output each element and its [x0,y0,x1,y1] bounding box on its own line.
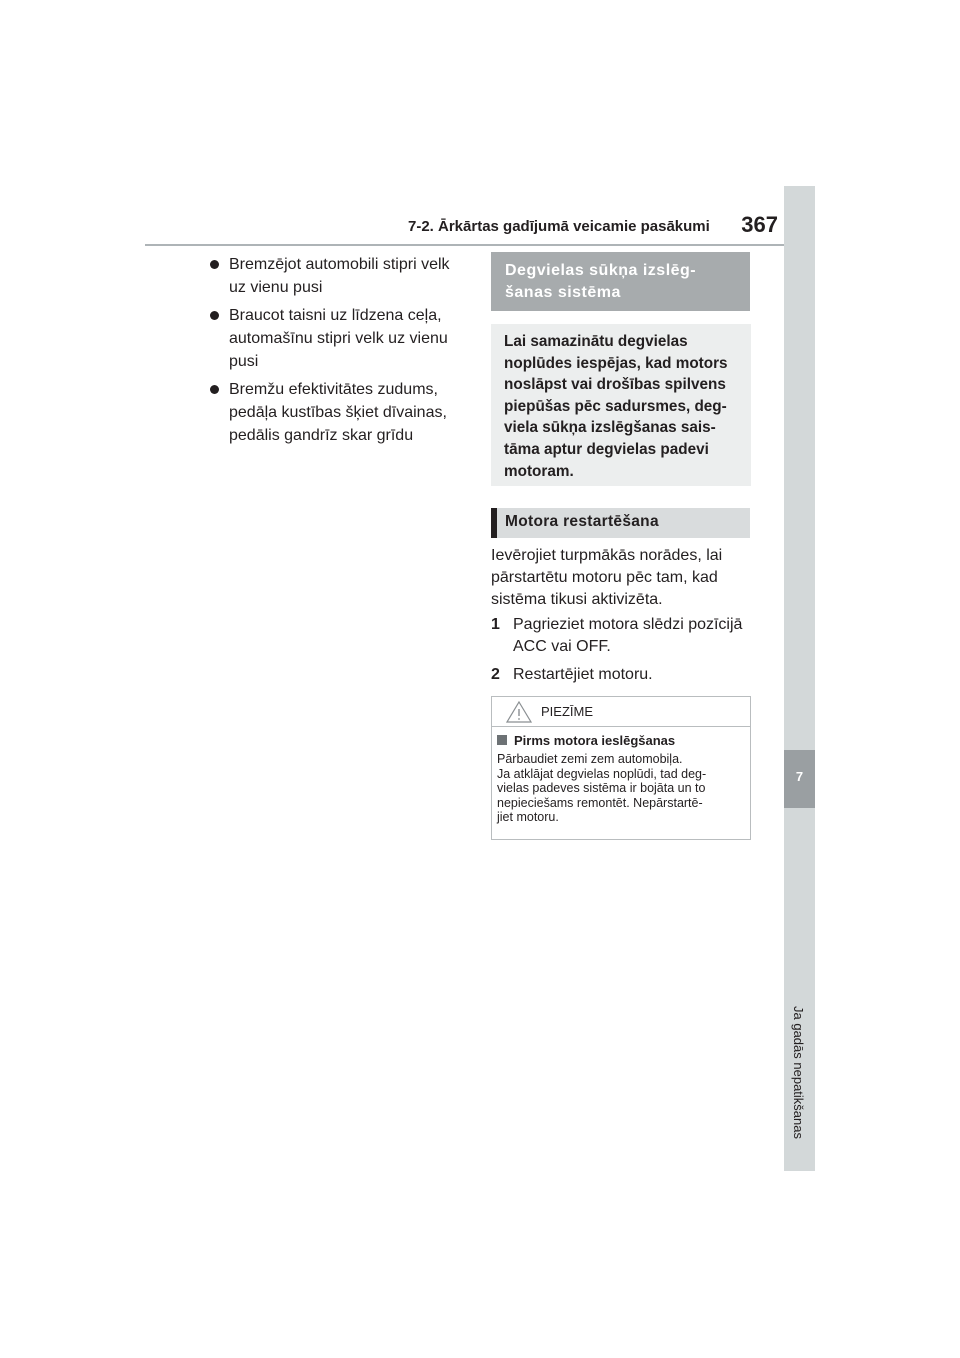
note-line: Ja atklājat degvielas noplūdi, tad deg- [497,766,707,781]
chapter-title: Ja gadās nepatikšanas [791,1006,806,1139]
restart-heading-text: Motora restartēšana [505,513,659,530]
fuel-pump-info-box [491,324,751,486]
paragraph-line: Ievērojiet turpmākās norādes, lai [491,547,723,564]
bullet-icon [210,385,219,394]
list-item-line: automašīnu stipri velk uz vienu [229,330,448,347]
list-item [210,378,465,447]
square-bullet-icon [497,735,507,745]
note-line: Pārbaudiet zemi zem automobiļa. [497,752,683,766]
section-title: 7-2. Ārkārtas gadījumā veicamie pasākumi [408,218,710,235]
list-item-line: Braucot taisni uz līdzena ceļa, [229,307,442,324]
note-title [497,733,750,748]
heading-line: šanas sistēma [505,284,621,301]
list-item-line: Bremžu efektivitātes zudums, [229,381,438,398]
step-line: Pagrieziet motora slēdzi pozīcijā [513,616,743,633]
header-divider [145,244,785,246]
note-line: jiet motoru. [497,810,559,824]
step-line: Restartējiet motoru. [513,666,653,683]
step-number: 2 [491,666,500,683]
list-item-line: uz vienu pusi [229,279,323,296]
step-item [491,664,753,686]
info-line: motoram. [504,462,574,480]
paragraph-line: pārstartētu motoru pēc tam, kad [491,569,718,586]
note-box [491,696,751,840]
list-item-line: pusi [229,353,259,370]
note-line: vielas padeves sistēma ir bojāta un to [497,781,706,795]
info-line: noslāpst vai drošības spilvens [504,376,726,394]
info-line: tāma aptur degvielas padevi [504,440,709,458]
step-number: 1 [491,616,500,633]
note-text [497,752,742,825]
step-line: ACC vai OFF. [513,638,611,655]
page-number: 367 [741,212,778,237]
note-title-text: Pirms motora ieslēgšanas [514,733,676,748]
note-line: nepieciešams remontēt. Nepārstartē- [497,795,703,810]
info-line: noplūdes iespējas, kad motors [504,354,728,372]
list-item-line: Bremzējot automobili stipri velk [229,256,450,273]
list-item-line: pedāļa kustības šķiet dīvainas, [229,404,447,421]
list-item [210,304,465,373]
info-line: Lai samazinātu degvielas [504,333,688,350]
info-line: piepūšas pēc sadursmes, deg- [504,397,727,415]
restart-intro [491,545,753,611]
bullet-icon [210,311,219,320]
heading-accent-bar [491,508,497,538]
chapter-side-tab [784,186,815,1171]
warning-triangle-icon [506,701,532,723]
info-line: viela sūkņa izslēgšanas sais- [504,419,716,437]
note-header [492,697,750,727]
symptom-list [210,253,465,452]
step-item [491,614,753,658]
note-label: PIEZĪME [541,704,594,719]
list-item-line: pedālis gandrīz skar grīdu [229,427,414,444]
bullet-icon [210,260,219,269]
paragraph-line: sistēma tikusi aktivizēta. [491,591,663,608]
chapter-number: 7 [795,769,804,784]
restart-heading [491,508,750,538]
heading-line: Degvielas sūkņa izslēg- [505,262,697,279]
list-item [210,253,465,299]
fuel-pump-heading [491,252,750,311]
